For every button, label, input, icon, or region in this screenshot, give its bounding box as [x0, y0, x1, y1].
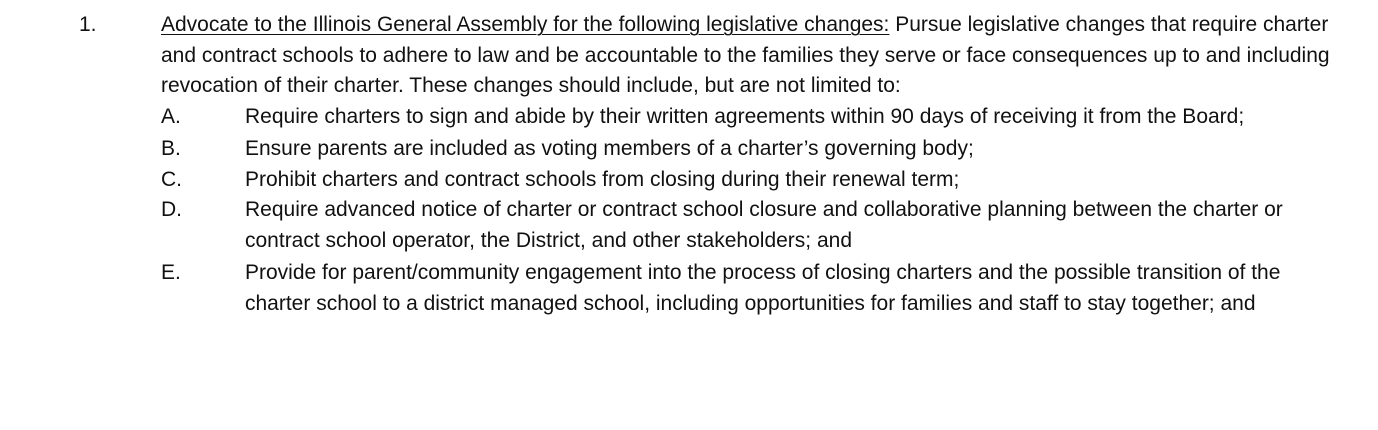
sub-item-text: Prohibit charters and contract schools from closing during their renewal term; [245, 167, 960, 191]
item-heading: Advocate to the Illinois General Assembly for the following legislative changes: [161, 13, 890, 36]
sub-item-b [161, 134, 1325, 165]
sub-list [161, 102, 1331, 320]
sub-item-a [161, 102, 1325, 133]
sub-item-text: Provide for parent/community engagement into the process of closing charters and the possible transition of the charter school to a district managed school, including opportunities for families and staff to stay together; and [245, 261, 1281, 315]
sub-item-letter: B. [161, 137, 181, 160]
sub-item-letter: A. [161, 104, 181, 128]
sub-item-letter: D. [161, 198, 182, 221]
document-page [0, 10, 1378, 319]
recommendation-item [0, 10, 1331, 319]
sub-item-text: Require charters to sign and abide by their written agreements within 90 days of receiving it from the Board; [245, 104, 1245, 128]
sub-item-d [161, 195, 1325, 256]
item-paragraph [161, 10, 1331, 102]
sub-item-c [161, 165, 1325, 196]
sub-item-letter: C. [161, 167, 182, 191]
item-body: Pursue legislative changes that require charter and contract schools to adhere to law and be accountable to the families they serve or face consequences up to and including revocation of their charter. These changes should include, but are not limited to: [161, 13, 1330, 97]
sub-item-e [161, 258, 1325, 319]
sub-item-letter: E. [161, 261, 181, 284]
item-number: 1. [79, 13, 97, 36]
sub-item-text: Require advanced notice of charter or contract school closure and collaborative planning between the charter or contract school operator, the District, and other stakeholders; and [245, 198, 1283, 252]
sub-item-text: Ensure parents are included as voting members of a charter’s governing body; [245, 137, 974, 160]
